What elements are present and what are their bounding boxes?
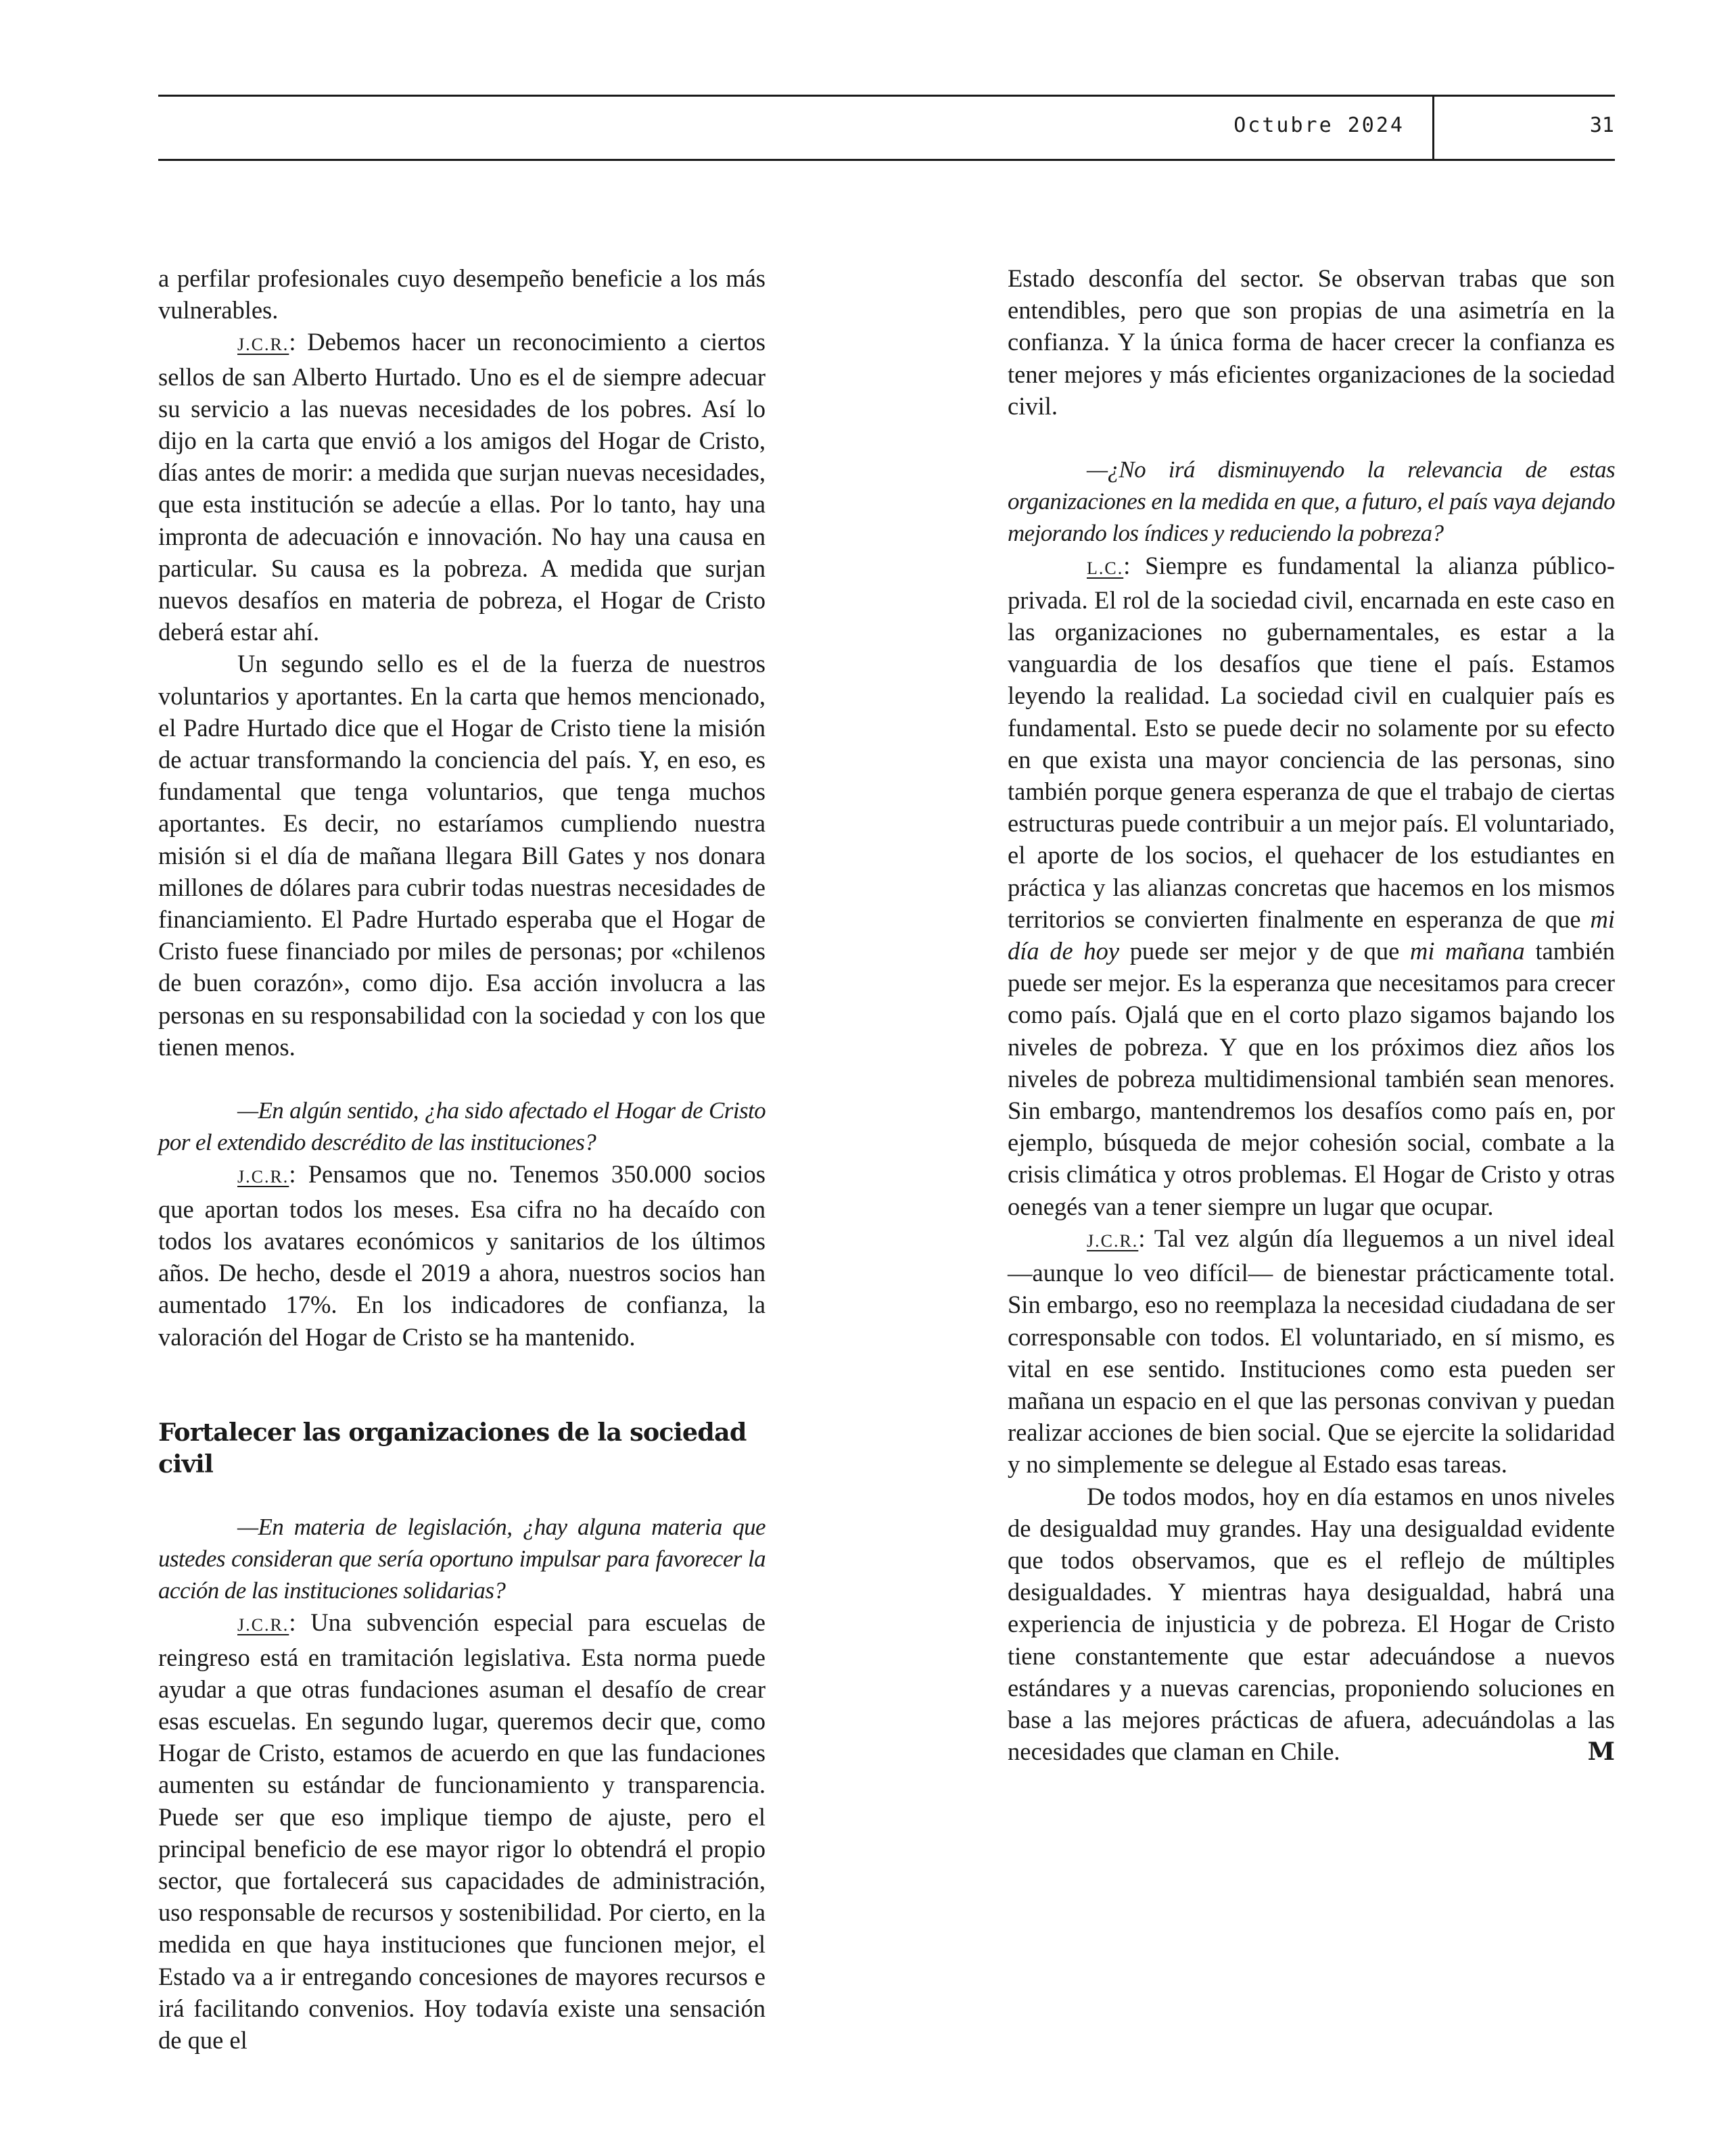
header-date: Octubre 2024 — [1233, 114, 1405, 137]
interview-question: —¿No irá disminuyendo la relevancia de estas organizaciones en la medida en que, a futuro, el país vaya dejando mejorando los índices y reduciendo la pobreza? — [1008, 456, 1615, 547]
closing-paragraph — [1008, 1481, 1615, 1768]
answer-paragraph — [158, 1158, 766, 1352]
answer-text: puede ser mejor y de que — [1119, 937, 1410, 965]
speaker-initials: J.C.R. — [1087, 1230, 1139, 1251]
answer-text: : Tal vez algún día lleguemos a un nivel ideal —aunque lo veo difícil— de bienestar prácticamente total. Sin embargo, eso no reemplaza la necesidad ciudadana de ser corresponsable con todos. El voluntariado, en sí mismo, es vital en ese sentido. Instituciones como esta pueden ser mañana un espacio en el que las personas convivan y puedan realizar acciones de bien social. Que se ejercite la solidaridad y no simplemente se delegue al Estado esas tareas. — [1008, 1224, 1615, 1479]
interview-question: —En materia de legislación, ¿hay alguna materia que ustedes consideran que sería oportuno impulsar para favorecer la acción de las instituciones solidarias? — [158, 1513, 766, 1604]
paragraph: Estado desconfía del sector. Se observan trabas que son entendibles, pero que son propias de una asimetría en la confianza. Y la única forma de hacer crecer la confianza es tener mejores y más eficientes organizaciones de la sociedad civil. — [1008, 264, 1615, 420]
answer-paragraph — [1008, 1222, 1615, 1481]
interview-question: —En algún sentido, ¿ha sido afectado el Hogar de Cristo por el extendido descrédito de las instituciones? — [158, 1097, 766, 1156]
answer-text: : Pensamos que no. Tenemos 350.000 socios que aportan todos los meses. Esa cifra no ha decaído con todos los avatares económicos y sanitarios de los últimos años. De hecho, desde el 2019 a ahora, nuestros socios han aumentado 17%. En los indicadores de confianza, la valoración del Hogar de Cristo se ha mantenido. — [158, 1160, 766, 1351]
answer-paragraph — [158, 1606, 766, 2056]
answer-paragraph — [1008, 550, 1615, 1222]
header-rule-bottom — [158, 159, 1615, 161]
paragraph: a perfilar profesionales cuyo desempeño beneficie a los más vulnerables. — [158, 264, 766, 325]
answer-text: : Debemos hacer un reconocimiento a ciertos sellos de san Alberto Hurtado. Uno es el de siempre adecuar su servicio a las nuevas necesidades de los pobres. Así lo dijo en la carta que envió a los amigos del Hogar de Cristo, días antes de morir: a medida que surjan nuevas necesidades, que esta institución se adecúe a ellas. Por lo tanto, hay una impronta de adecuación e innovación. No hay una causa en particular. Su causa es la pobreza. A medida que surjan nuevos desafíos en materia de pobreza, el Hogar de Cristo deberá estar ahí. — [158, 328, 766, 646]
answer-text: : Siempre es fundamental la alianza público-privada. El rol de la sociedad civil, encarnada en este caso en las organizaciones no gubernamentales, es estar a la vanguardia de los desafíos que tiene el país. Estamos leyendo la realidad. La sociedad civil en cualquier país es fundamental. Esto se puede decir no solamente por su efecto en que exista una mayor conciencia de las personas, sino también porque genera esperanza de que el trabajo de ciertas estructuras puede contribuir a un mejor país. El voluntariado, el aporte de los socios, el quehacer de los estudiantes en práctica y las alianzas concretas que hacemos en los mismos territorios se convierten finalmente en esperanza de que — [1008, 551, 1615, 933]
speaker-initials: J.C.R. — [237, 1167, 289, 1187]
header-rule-top — [158, 95, 1615, 97]
end-of-article-mark: M — [1587, 1737, 1615, 1767]
page-number: 31 — [1589, 114, 1614, 137]
speaker-initials: L.C. — [1087, 558, 1124, 578]
emphasis-text: mi mañana — [1410, 937, 1525, 965]
left-column — [158, 262, 766, 2056]
answer-text: : Una subvención especial para escuelas de reingreso está en tramitación legislativa. Esta norma puede ayudar a que otras fundaciones asuman el desafío de crear esas escuelas. En segundo lugar, queremos decir que, como Hogar de Cristo, estamos de acuerdo en que las fundaciones aumenten su estándar de funcionamiento y transparencia. Puede ser que eso implique tiempo de ajuste, pero el principal beneficio de ese mayor rigor lo obtendrá el propio sector, que fortalecerá sus capacidades de administración, uso responsable de recursos y sostenibilidad. Por cierto, en la medida en que haya instituciones que funcionen mejor, el Estado va a ir entregando concesiones de mayores recursos e irá facilitando convenios. Hoy todavía existe una sensación de que el — [158, 1608, 766, 2054]
paragraph-text: De todos modos, hoy en día estamos en unos niveles de desigualdad muy grandes. Hay una desigualdad evidente que todos observamos, que es el reflejo de múltiples desigualdades. Y mientras haya desigualdad, habrá una experiencia de injusticia y de pobreza. El Hogar de Cristo tiene constantemente que estar adecuándose a nuevos estándares y a nuevas carencias, proponiendo soluciones en base a las mejores prácticas de afuera, adecuándolas a las necesidades que claman en Chile. — [1008, 1482, 1615, 1766]
answer-text: también puede ser mejor. Es la esperanza que necesitamos para crecer como país. Ojalá que en el corto plazo sigamos bajando los niveles de pobreza. Y que en los próximos diez años los niveles de pobreza multidimensional también sean menores. Sin embargo, mantendremos los desafíos como país en, por ejemplo, búsqueda de mejor cohesión social, combate a la crisis climática y otros problemas. El Hogar de Cristo y otras oenegés van a tener siempre un lugar que ocupar. — [1008, 937, 1616, 1220]
speaker-initials: J.C.R. — [237, 335, 289, 355]
answer-paragraph — [158, 326, 766, 648]
speaker-initials: J.C.R. — [237, 1615, 289, 1635]
emphasis-text: mi día de hoy — [1008, 905, 1615, 965]
section-subheading: Fortalecer las organizaciones de la sociedad civil — [158, 1417, 747, 1479]
header-divider — [1432, 95, 1434, 161]
right-column — [1008, 262, 1615, 1767]
paragraph: Un segundo sello es el de la fuerza de nuestros voluntarios y aportantes. En la carta que hemos mencionado, el Padre Hurtado dice que el Hogar de Cristo tiene la misión de actuar transformando la conciencia del país. Y, en eso, es fundamental que tenga voluntarios, que tenga muchos aportantes. Es decir, no estaríamos cumpliendo nuestra misión si el día de mañana llegara Bill Gates y nos donara millones de dólares para cubrir todas nuestras necesidades de financiamiento. El Padre Hurtado esperaba que el Hogar de Cristo fuese financiado por miles de personas; por «chilenos de buen corazón», como dijo. Esa acción involucra a las personas en su responsabilidad con la sociedad y con los que tienen menos. — [158, 650, 766, 1061]
